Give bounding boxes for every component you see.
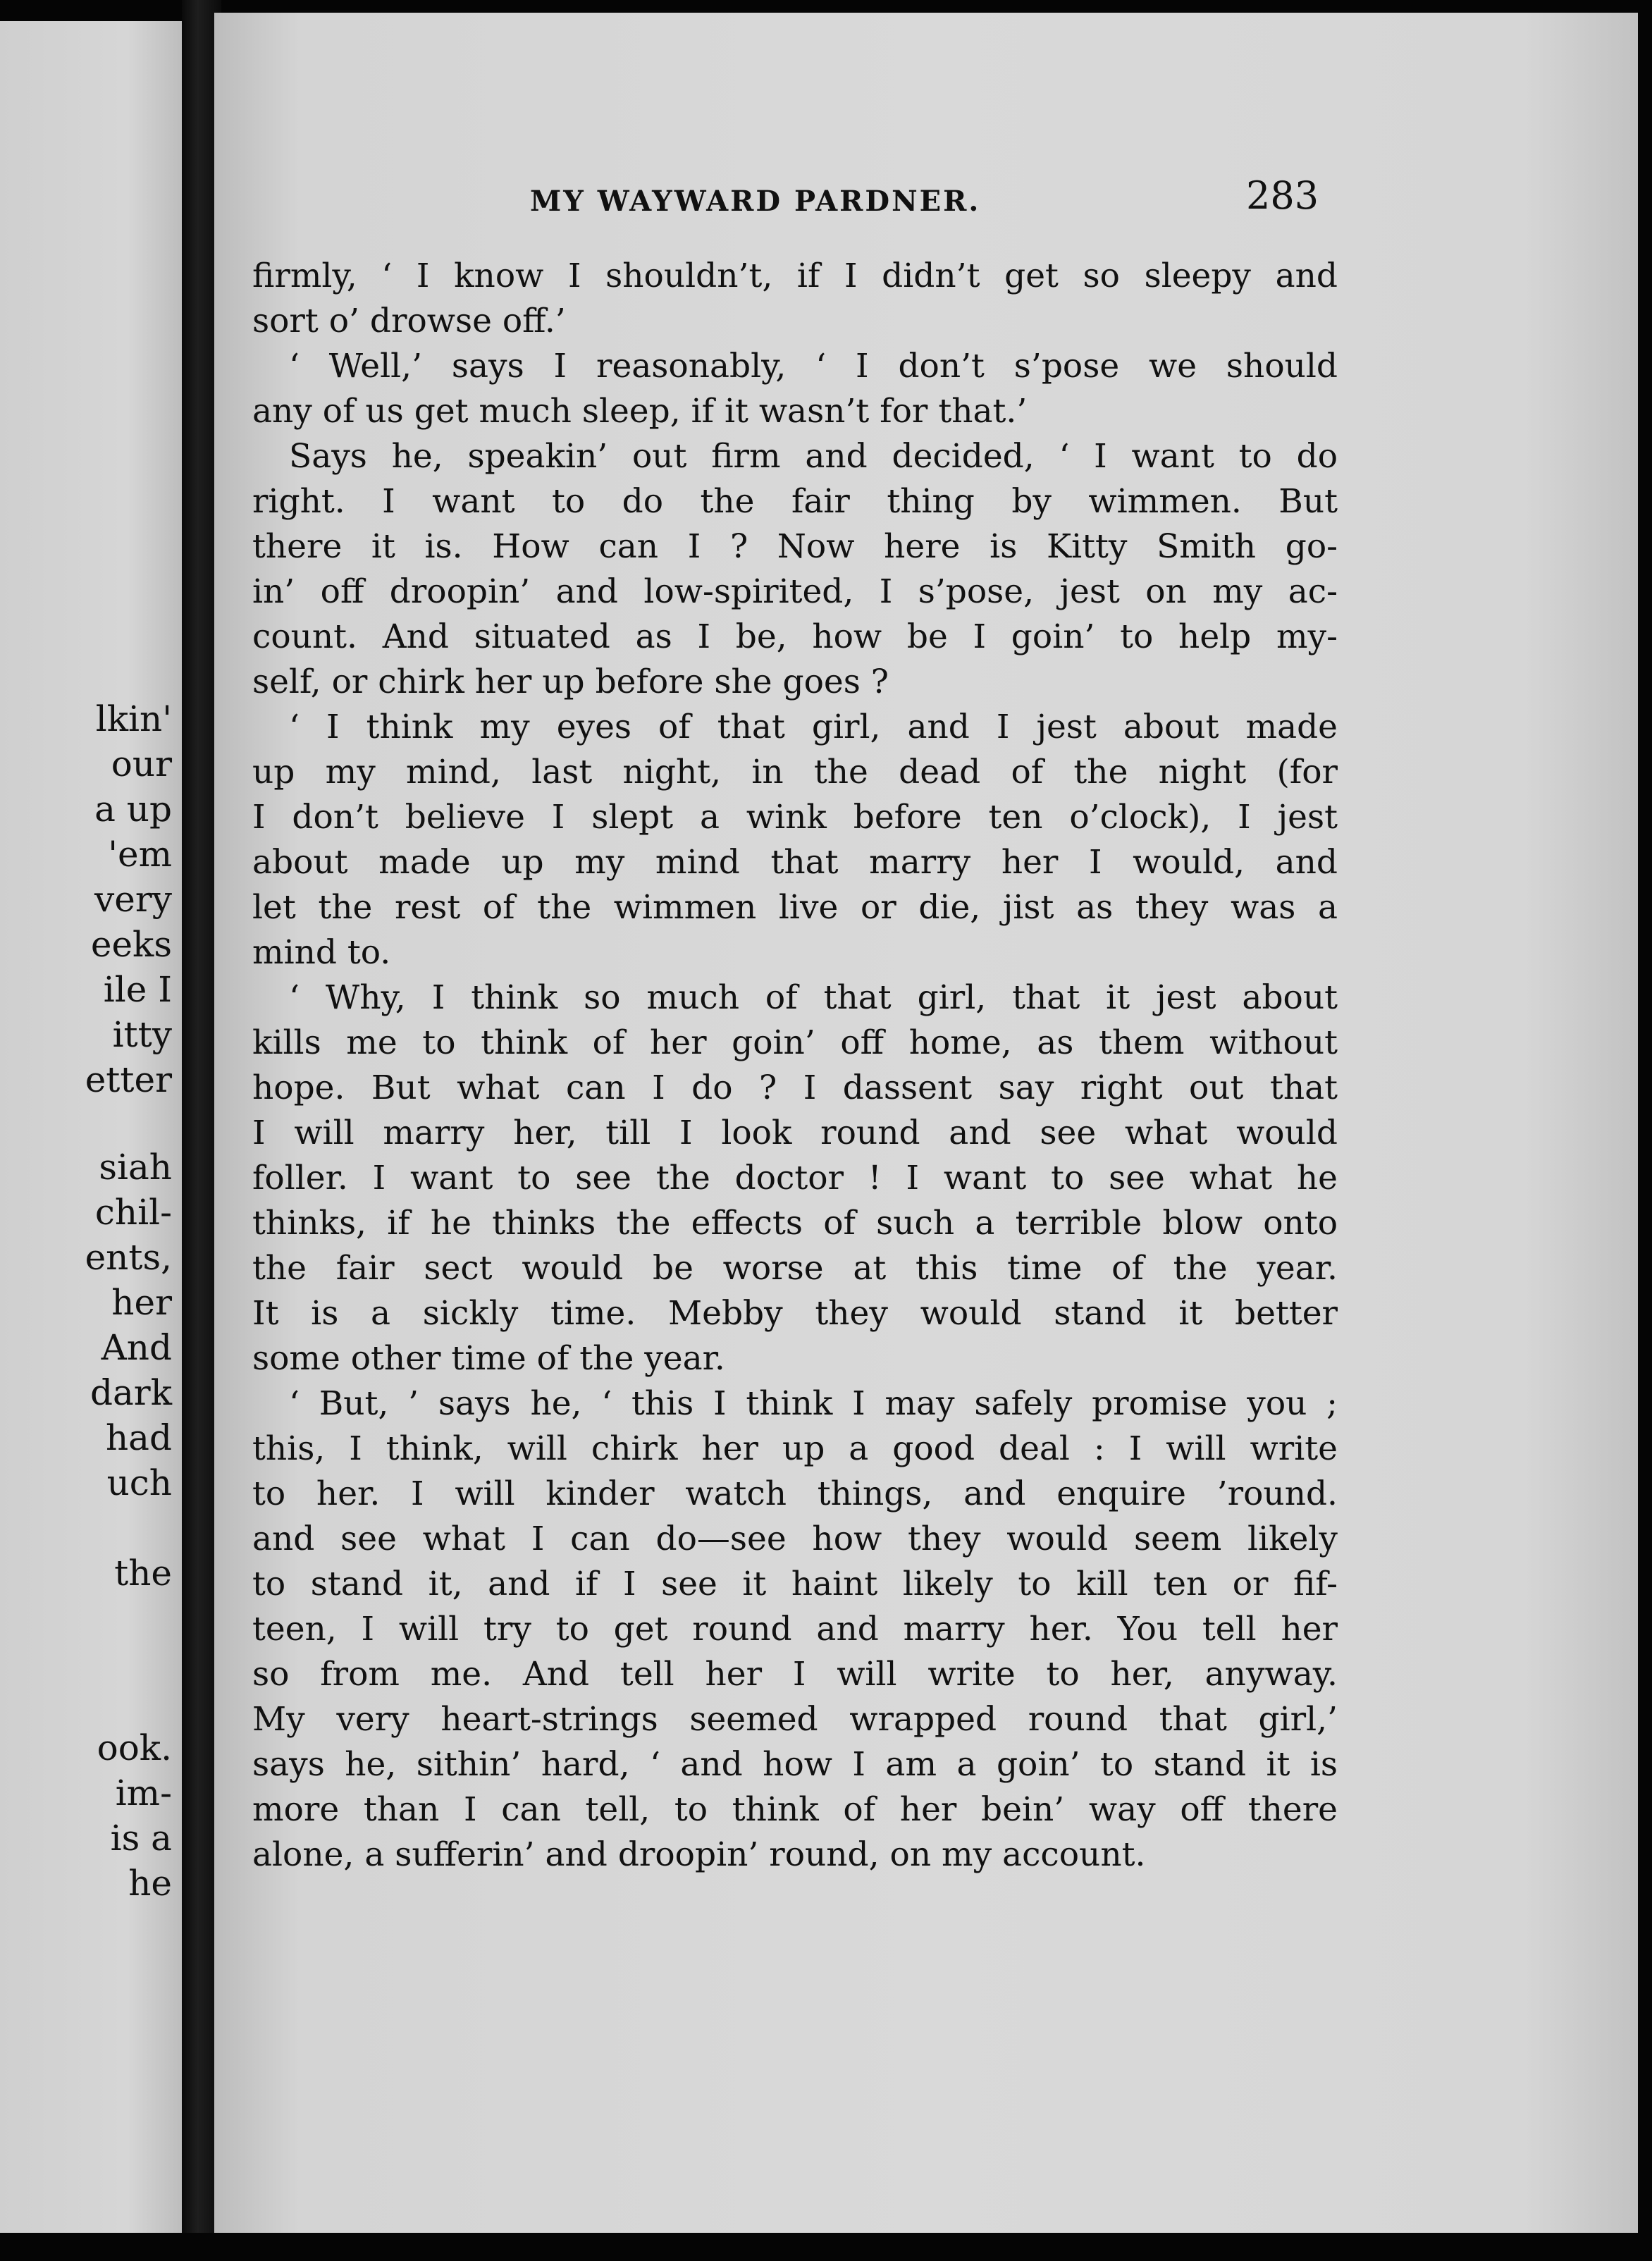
- text-line: any of us get much sleep, if it wasn’t for that.’: [252, 392, 1028, 431]
- text-line: My very heart-strings seemed wrapped round that girl,’: [252, 1700, 1338, 1739]
- running-title: MY WAYWARD PARDNER.: [530, 185, 981, 218]
- text-line: It is a sickly time. Mebby they would stand it better: [252, 1294, 1338, 1333]
- text-line: let the rest of the wimmen live or die, jist as they was a: [252, 888, 1338, 927]
- text-line: foller. I want to see the doctor ! I want to see what he: [252, 1159, 1338, 1197]
- text-line: kills me to think of her goin’ off home, as them without: [252, 1023, 1338, 1062]
- left-page-line: And: [101, 1327, 172, 1368]
- page-number: 283: [1246, 173, 1319, 218]
- left-page-fragment: [0, 21, 182, 2234]
- text-line: says he, sithin’ hard, ‘ and how I am a goin’ to stand it is: [252, 1745, 1338, 1784]
- text-line: so from me. And tell her I will write to her, anyway.: [252, 1655, 1338, 1694]
- text-line: more than I can tell, to think of her bein’ way off there: [252, 1790, 1338, 1829]
- left-page-line: dark: [90, 1372, 172, 1413]
- left-page-line: ook.: [97, 1727, 172, 1768]
- text-line: firmly, ‘ I know I shouldn’t, if I didn’t get so sleepy and: [252, 257, 1338, 295]
- left-page-line: ile I: [103, 969, 172, 1010]
- body-text: [252, 254, 1338, 1878]
- text-line: and see what I can do—see how they would seem likely: [252, 1520, 1338, 1558]
- left-page-line: our: [111, 744, 172, 784]
- text-line: Says he, speakin’ out firm and decided, ‘ I want to do: [289, 437, 1338, 476]
- text-line: about made up my mind that marry her I would, and: [252, 843, 1338, 882]
- left-page-line: lkin': [95, 698, 172, 739]
- text-line: ‘ Why, I think so much of that girl, that it jest about: [289, 978, 1338, 1017]
- left-page-line: 'em: [108, 834, 172, 875]
- left-page-line: im-: [115, 1773, 172, 1813]
- text-line: up my mind, last night, in the dead of the night (for: [252, 753, 1338, 791]
- left-page-line: a up: [94, 789, 172, 830]
- text-line: there it is. How can I ? Now here is Kitty Smith go-: [252, 527, 1338, 566]
- left-page-line: her: [111, 1282, 172, 1323]
- text-line: the fair sect would be worse at this time of the year.: [252, 1249, 1338, 1288]
- left-page-line: ents,: [85, 1237, 172, 1278]
- text-line: I don’t believe I slept a wink before ten o’clock), I jest: [252, 798, 1338, 837]
- text-line: some other time of the year.: [252, 1339, 725, 1378]
- text-line: count. And situated as I be, how be I goin’ to help my-: [252, 617, 1338, 656]
- text-line: self, or chirk her up before she goes ?: [252, 663, 889, 701]
- text-line: hope. But what can I do ? I dassent say right out that: [252, 1068, 1338, 1107]
- text-line: sort o’ drowse off.’: [252, 302, 566, 340]
- text-line: alone, a sufferin’ and droopin’ round, on my account.: [252, 1835, 1146, 1874]
- text-line: thinks, if he thinks the effects of such a terrible blow onto: [252, 1204, 1338, 1243]
- text-line: to her. I will kinder watch things, and enquire ’round.: [252, 1474, 1338, 1513]
- text-line: I will marry her, till I look round and see what would: [252, 1114, 1338, 1152]
- left-page-line: had: [105, 1417, 172, 1458]
- text-line: ‘ Well,’ says I reasonably, ‘ I don’t s’pose we should: [289, 347, 1338, 386]
- text-line: ‘ I think my eyes of that girl, and I jest about made: [289, 708, 1338, 746]
- left-page-line: chil-: [94, 1192, 172, 1233]
- left-page-line: etter: [85, 1059, 172, 1100]
- text-line: right. I want to do the fair thing by wimmen. But: [252, 482, 1338, 521]
- left-page-line: eeks: [90, 924, 172, 965]
- scan-bottom-edge: [0, 2233, 1652, 2261]
- text-line: ‘ But, ’ says he, ‘ this I think I may safely promise you ;: [289, 1384, 1338, 1423]
- left-page-line: itty: [112, 1014, 172, 1055]
- text-line: teen, I will try to get round and marry her. You tell her: [252, 1610, 1338, 1649]
- left-page-line: the: [114, 1553, 172, 1594]
- text-line: this, I think, will chirk her up a good deal : I will write: [252, 1429, 1338, 1468]
- left-page-line: uch: [106, 1462, 172, 1503]
- left-page-line: very: [94, 879, 172, 920]
- text-line: in’ off droopin’ and low-spirited, I s’pose, jest on my ac-: [252, 572, 1338, 611]
- text-line: to stand it, and if I see it haint likely to kill ten or fif-: [252, 1565, 1338, 1603]
- left-page-line: siah: [99, 1147, 172, 1188]
- left-page-line: is a: [110, 1818, 172, 1859]
- left-page-line: he: [128, 1863, 172, 1904]
- text-line: mind to.: [252, 933, 391, 972]
